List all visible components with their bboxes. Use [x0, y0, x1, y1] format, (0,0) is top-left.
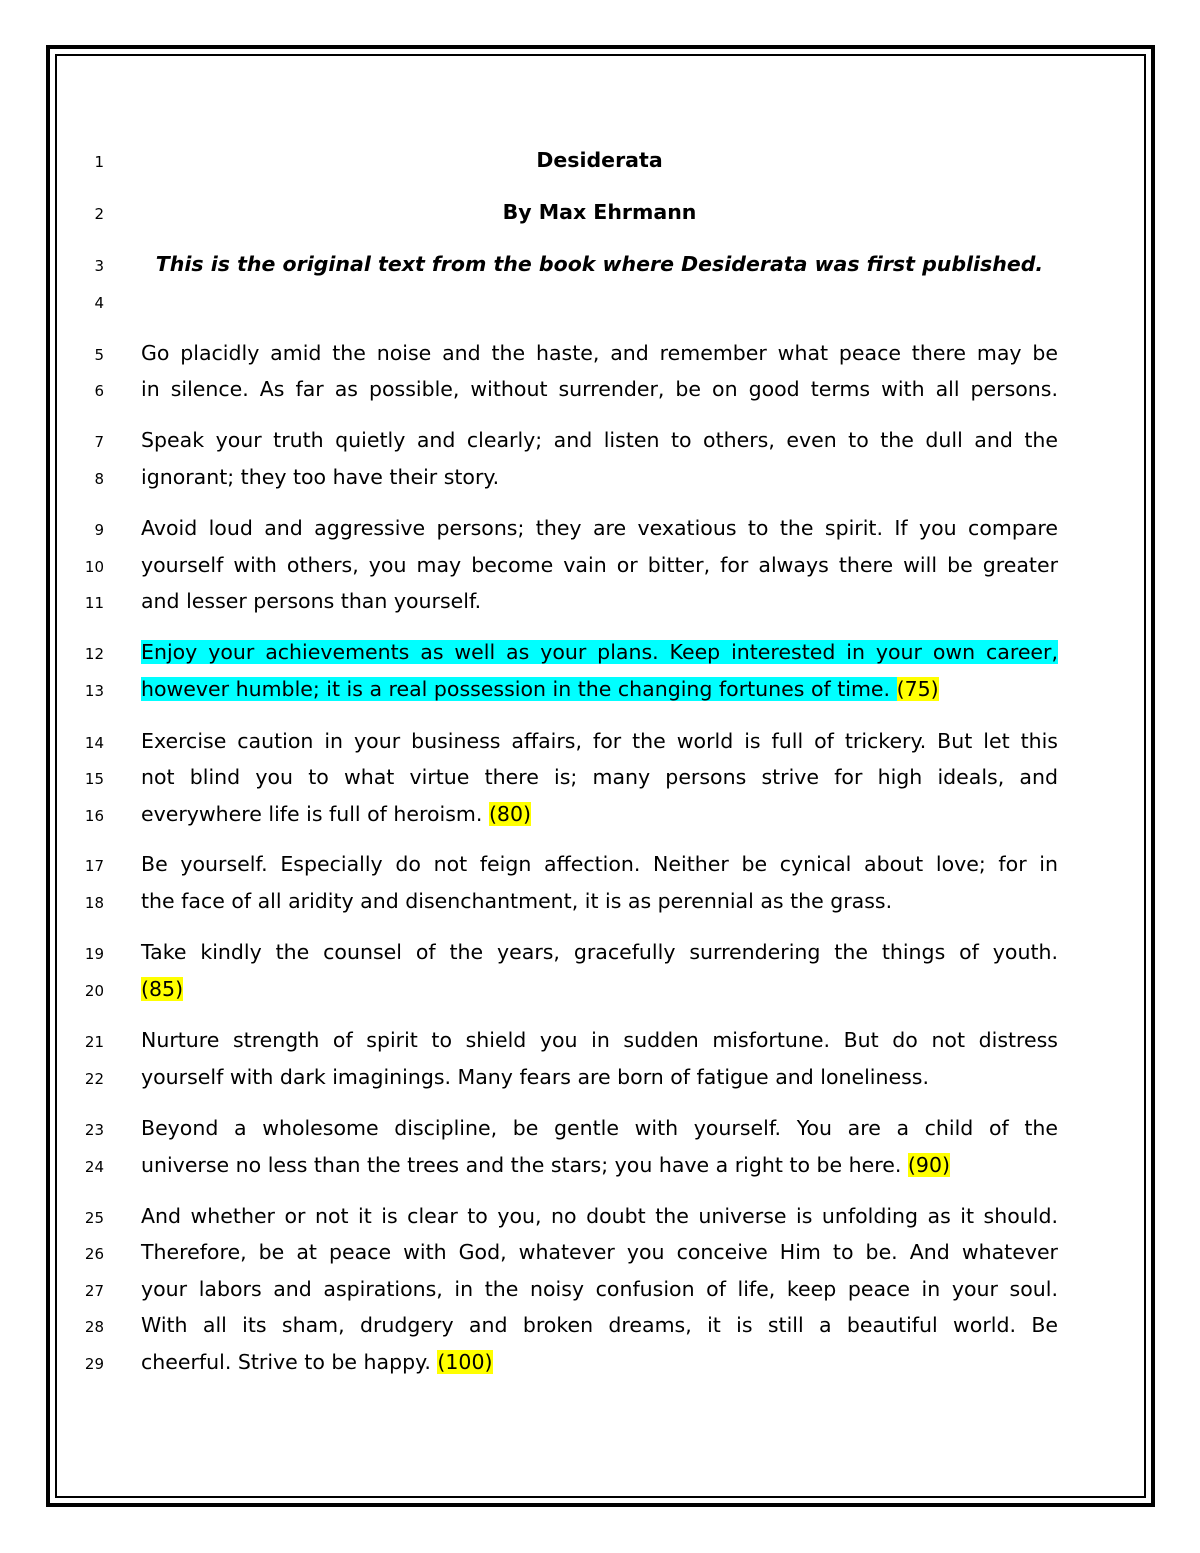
line-text: your labors and aspirations, in the noisy confusion of life, keep peace in your soul.	[141, 1277, 1058, 1301]
line-text: Take kindly the counsel of the years, gracefully surrendering the things of youth.	[141, 940, 1058, 964]
line-text	[141, 634, 1058, 670]
line-text: Nurture strength of spirit to shield you in sudden misfortune. But do not distress	[141, 1028, 1058, 1052]
line-21	[0, 1022, 1200, 1058]
line-text: and lesser persons than yourself.	[141, 589, 482, 613]
cyan-highlight: Enjoy your achievements as well as your plans. Keep interested in your own career,	[141, 640, 1058, 664]
line-23	[0, 1110, 1200, 1146]
line-text: yourself with others, you may become vain or bitter, for always there will be greater	[141, 553, 1058, 577]
document-author: By Max Ehrmann	[502, 200, 697, 224]
line-number: 27	[84, 1282, 104, 1300]
line-27	[0, 1271, 1200, 1307]
line-text	[141, 671, 1058, 707]
line-14	[0, 723, 1200, 759]
line-number: 29	[84, 1355, 104, 1373]
line-18	[0, 883, 1200, 919]
line-number: 18	[84, 894, 104, 912]
line-1	[0, 142, 1200, 178]
line-number: 3	[94, 257, 104, 275]
line-number: 9	[94, 521, 104, 539]
line-5	[0, 335, 1200, 371]
line-text: Go placidly amid the noise and the haste, and remember what peace there may be	[141, 341, 1058, 365]
line-text: Exercise caution in your business affairs, for the world is full of trickery. But let this	[141, 729, 1058, 753]
score-badge: (85)	[141, 977, 184, 1001]
line-number: 14	[84, 734, 104, 752]
line-number: 16	[84, 807, 104, 825]
score-badge: (100)	[437, 1350, 493, 1374]
line-25	[0, 1198, 1200, 1234]
line-text: Speak your truth quietly and clearly; and listen to others, even to the dull and the	[141, 428, 1058, 452]
line-number: 6	[94, 382, 104, 400]
line-text	[141, 971, 1058, 1007]
line-number: 12	[84, 645, 104, 663]
line-number: 26	[84, 1245, 104, 1263]
line-number: 24	[84, 1158, 104, 1176]
line-2	[0, 194, 1200, 230]
line-15	[0, 759, 1200, 795]
line-19	[0, 934, 1200, 970]
line-number: 4	[94, 294, 104, 312]
line-9	[0, 510, 1200, 546]
line-7	[0, 422, 1200, 458]
line-17	[0, 846, 1200, 882]
line-text: Therefore, be at peace with God, whatever you conceive Him to be. And whatever	[141, 1240, 1058, 1264]
line-22	[0, 1059, 1200, 1095]
score-badge: (90)	[907, 1153, 950, 1177]
line-number: 7	[94, 433, 104, 451]
line-text: With all its sham, drudgery and broken dreams, it is still a beautiful world. Be	[141, 1313, 1058, 1337]
document-note: This is the original text from the book where Desiderata was first published.	[155, 252, 1044, 276]
line-number: 5	[94, 346, 104, 364]
line-text: Beyond a wholesome discipline, be gentle with yourself. You are a child of the	[141, 1116, 1058, 1140]
document-title: Desiderata	[536, 148, 663, 172]
line-text: universe no less than the trees and the stars; you have a right to be here. (90)	[141, 1153, 950, 1177]
line-20	[0, 971, 1200, 1007]
line-number: 22	[84, 1070, 104, 1088]
line-number: 28	[84, 1318, 104, 1336]
line-number: 19	[84, 945, 104, 963]
line-6	[0, 371, 1200, 407]
line-16	[0, 796, 1200, 832]
line-number: 25	[84, 1209, 104, 1227]
score-badge: (75)	[896, 677, 939, 701]
line-number: 17	[84, 857, 104, 875]
line-text: in silence. As far as possible, without surrender, be on good terms with all persons.	[141, 377, 1058, 401]
line-12	[0, 634, 1200, 670]
line-number: 10	[84, 558, 104, 576]
line-29	[0, 1344, 1200, 1380]
score-badge: (80)	[488, 802, 532, 826]
cyan-highlight: however humble; it is a real possession in the changing fortunes of time.	[141, 677, 891, 701]
line-13	[0, 671, 1200, 707]
line-text: yourself with dark imaginings. Many fears are born of fatigue and loneliness.	[141, 1065, 929, 1089]
line-11	[0, 583, 1200, 619]
line-26	[0, 1234, 1200, 1270]
line-text: Be yourself. Especially do not feign affection. Neither be cynical about love; for in	[141, 852, 1058, 876]
line-number: 1	[94, 153, 104, 171]
line-10	[0, 547, 1200, 583]
line-text: ignorant; they too have their story.	[141, 465, 500, 489]
line-text: Avoid loud and aggressive persons; they are vexatious to the spirit. If you compare	[141, 516, 1058, 540]
line-text: everywhere life is full of heroism. (80)	[141, 802, 532, 826]
line-number: 8	[94, 470, 104, 488]
line-number: 11	[84, 594, 104, 612]
line-number: 13	[84, 682, 104, 700]
line-text: not blind you to what virtue there is; many persons strive for high ideals, and	[141, 765, 1058, 789]
line-number: 21	[84, 1033, 104, 1051]
line-28	[0, 1307, 1200, 1343]
line-number: 23	[84, 1121, 104, 1139]
line-text: And whether or not it is clear to you, no doubt the universe is unfolding as it should.	[141, 1204, 1058, 1228]
line-4	[0, 283, 1200, 319]
line-24	[0, 1147, 1200, 1183]
line-text: cheerful. Strive to be happy. (100)	[141, 1350, 493, 1374]
line-number: 2	[94, 205, 104, 223]
line-number: 20	[84, 982, 104, 1000]
line-8	[0, 459, 1200, 495]
line-text: the face of all aridity and disenchantment, it is as perennial as the grass.	[141, 889, 893, 913]
line-number: 15	[84, 770, 104, 788]
line-3	[0, 246, 1200, 282]
